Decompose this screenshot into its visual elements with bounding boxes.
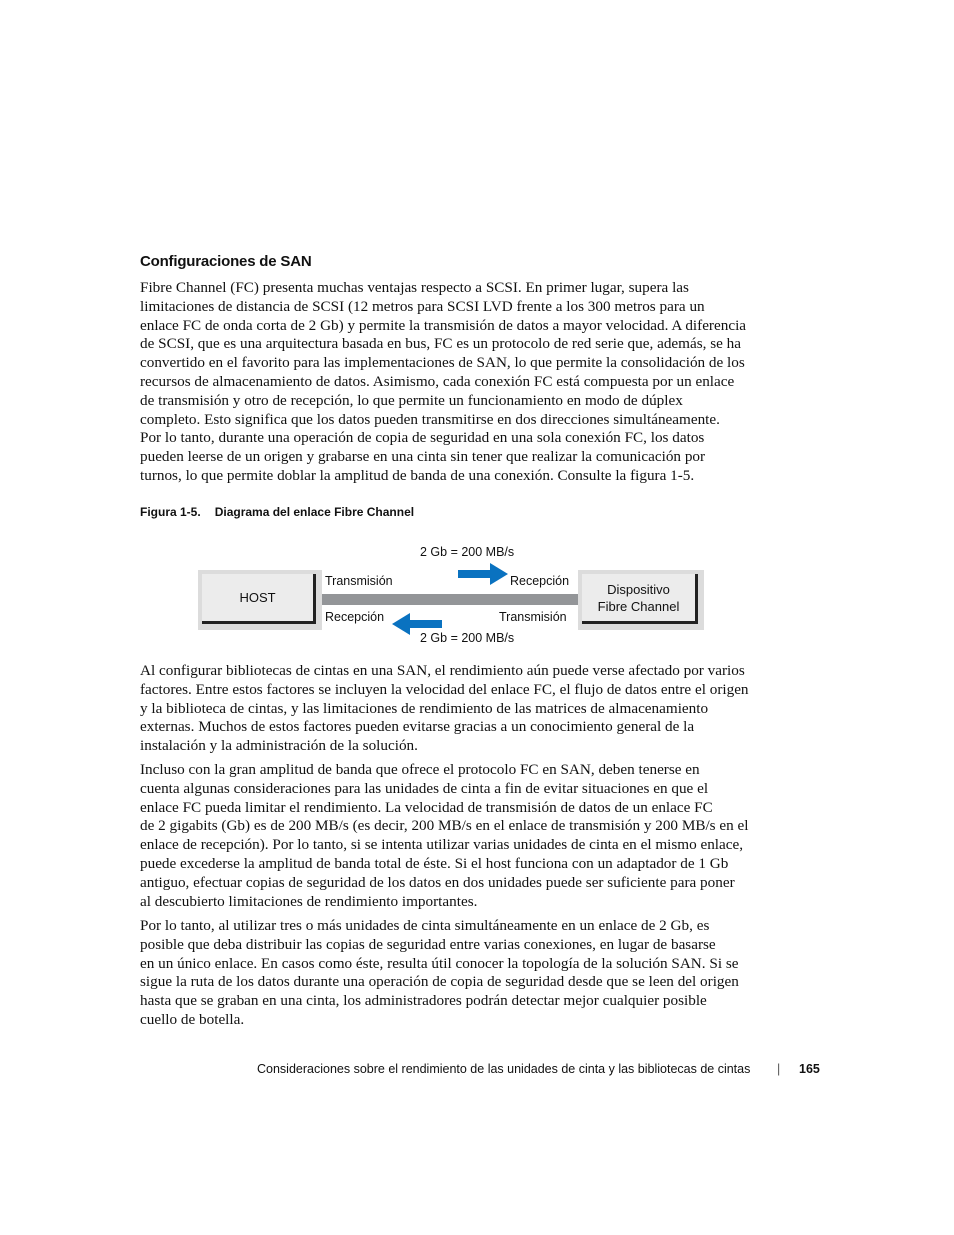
device-transmit-label: Transmisión xyxy=(499,610,567,624)
text-line: cuenta algunas consideraciones para las unidades de cinta a fin de evitar situaciones en que el xyxy=(140,779,709,797)
fc-link-bar xyxy=(322,594,578,605)
bottom-rate-label: 2 Gb = 200 MB/s xyxy=(420,631,515,645)
text-line: pueden leerse de un origen y grabarse en una cinta sin tener que realizar la comunicación por xyxy=(140,448,706,466)
text-line: limitaciones de distancia de SCSI (12 metros para SCSI LVD frente a los 300 metros para un xyxy=(140,297,705,315)
page-number: 165 xyxy=(799,1062,820,1076)
device-box xyxy=(578,570,704,630)
text-line: hasta que se graban en una cinta, los administradores podrán detectar mejor cualquier posible xyxy=(140,992,707,1010)
text-line: de transmisión y otro de recepción, lo que permite un funcionamiento en modo de dúplex xyxy=(140,391,683,409)
paragraph-2 xyxy=(140,662,760,756)
footer-separator: | xyxy=(777,1062,781,1076)
text-line: Al configurar bibliotecas de cintas en una SAN, el rendimiento aún puede verse afectado por varios xyxy=(140,662,745,679)
footer-chapter: Consideraciones sobre el rendimiento de las unidades de cinta y las bibliotecas de cintas xyxy=(257,1062,751,1076)
text-line: factores. Entre estos factores se incluyen la velocidad del enlace FC, el flujo de datos entre el origen xyxy=(140,680,749,698)
host-label: HOST xyxy=(239,590,276,605)
paragraph-3 xyxy=(140,761,760,911)
text-line: Por lo tanto, durante una operación de copia de seguridad en una sola conexión FC, los datos xyxy=(140,429,705,447)
text-line: de 2 gigabits (Gb) es de 200 MB/s (es decir, 200 MB/s en el enlace de transmisión y 200 MB/s en el xyxy=(140,817,749,835)
top-rate-label: 2 Gb = 200 MB/s xyxy=(420,545,515,559)
device-receive-label: Recepción xyxy=(510,574,570,588)
text-line: instalación y la administración de la solución. xyxy=(140,737,418,755)
figure-title: Diagrama del enlace Fibre Channel xyxy=(214,505,415,519)
paragraph-1 xyxy=(140,279,760,486)
text-line: externas. Muchos de estos factores pueden evitarse gracias a un conocimiento general de la xyxy=(140,718,695,736)
text-line: enlace de recepción). Por lo tanto, si se intenta utilizar varias unidades de cinta en el mismo enlace, xyxy=(140,836,744,854)
text-line: Incluso con la gran amplitud de banda que ofrece el protocolo FC en SAN, deben tenerse en xyxy=(140,761,700,778)
text-line: sigue la ruta de los datos durante una operación de copia de seguridad desde que se leen del origen xyxy=(140,973,739,991)
text-line: de SCSI, que es una arquitectura basada en bus, FC es un protocolo de red serie que, además, se ha xyxy=(140,335,741,353)
text-line: cuello de botella. xyxy=(140,1010,245,1028)
text-line: y la biblioteca de cintas, y las limitaciones de rendimiento de las matrices de almacenamiento xyxy=(140,699,709,717)
text-line: puede excederse la amplitud de banda total de éste. Si el host funciona con un adaptador de 1 Gb xyxy=(140,854,729,872)
host-receive-label: Recepción xyxy=(325,610,385,624)
host-transmit-label: Transmisión xyxy=(325,574,393,588)
paragraph-4 xyxy=(140,917,760,1030)
figure-caption xyxy=(140,505,414,519)
text-line: completo. Esto significa que los datos pueden transmitirse en dos direcciones simultáneamente. xyxy=(140,410,720,428)
arrow-right-icon xyxy=(456,562,512,586)
figure-number: Figura 1-5. xyxy=(140,505,201,519)
text-line: enlace FC de onda corta de 2 Gb) y permite la transmisión de datos a mayor velocidad. A diferencia xyxy=(140,316,747,334)
text-line: Fibre Channel (FC) presenta muchas ventajas respecto a SCSI. En primer lugar, supera las xyxy=(140,279,689,296)
text-line: convertido en el favorito para las implementaciones de SAN, lo que permite la consolidación de los xyxy=(140,354,745,372)
text-line: en un único enlace. En casos como éste, resulta útil conocer la topología de la solución SAN. Si se xyxy=(140,954,739,972)
text-line: antiguo, efectuar copias de seguridad de los datos en dos unidades puede ser suficiente para poner xyxy=(140,873,735,891)
text-line: Por lo tanto, al utilizar tres o más unidades de cinta simultáneamente en un enlace de 2 Gb, es xyxy=(140,917,710,934)
text-line: posible que deba distribuir las copias de seguridad entre varias conexiones, en lugar de basarse xyxy=(140,935,716,953)
section-heading: Configuraciones de SAN xyxy=(140,253,312,270)
text-line: enlace FC pueda limitar el rendimiento. La velocidad de transmisión de datos de un enlace FC xyxy=(140,798,713,816)
text-line: turnos, lo que permite doblar la amplitud de banda de una conexión. Consulte la figura 1-5. xyxy=(140,466,695,484)
device-label-2: Fibre Channel xyxy=(597,598,680,614)
device-label-1: Dispositivo xyxy=(607,581,670,597)
text-line: al descubierto limitaciones de rendimiento importantes. xyxy=(140,892,478,910)
text-line: recursos de almacenamiento de datos. Asimismo, cada conexión FC está compuesta por un enlace xyxy=(140,372,735,390)
host-box xyxy=(198,570,322,630)
